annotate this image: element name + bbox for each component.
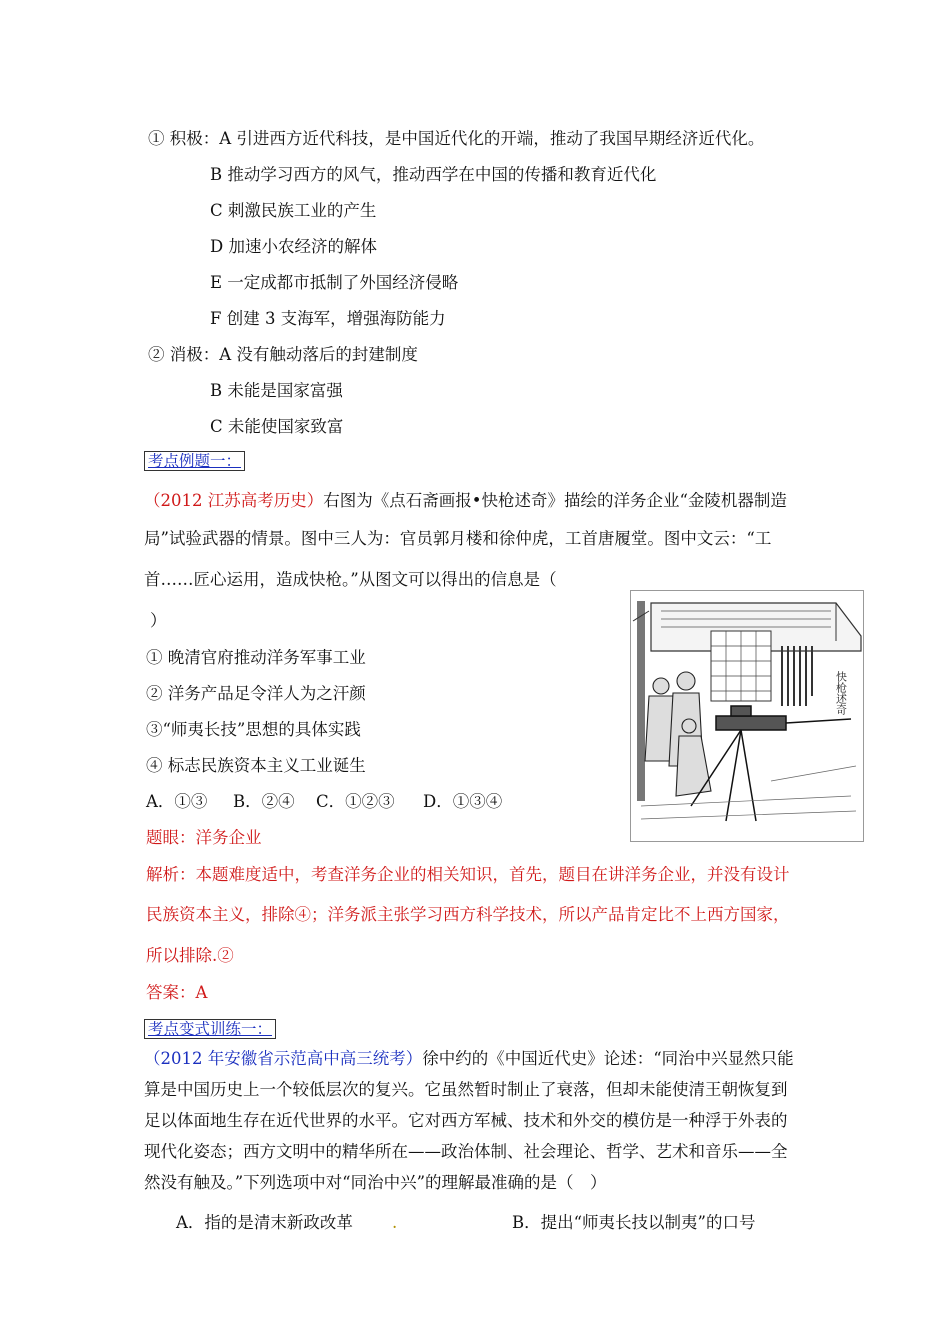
positive-label: ① 积极：: [148, 129, 220, 148]
example-line-3: 首……匠心运用，造成快枪。”从图文可以得出的信息是（: [144, 570, 557, 589]
positive-line-a: [148, 128, 764, 150]
positive-item-e: E 一定成都市抵制了外国经济侵略: [210, 273, 459, 292]
illustration-drawing: [631, 591, 863, 841]
figure-caption: 快枪述奇: [834, 671, 848, 715]
answer: 答案：A: [146, 983, 208, 1002]
example-line-1: [144, 490, 787, 512]
example-text-1: 右图为《点石斋画报•快枪述奇》描绘的洋务企业“金陵机器制造: [323, 491, 787, 510]
stray-dot: .: [392, 1213, 398, 1232]
training-text-1: 徐中约的《中国近代史》论述：“同治中兴显然只能: [422, 1049, 794, 1068]
training-line-1: [144, 1048, 794, 1070]
training-line-2: 算是中国历史上一个较低层次的复兴。它虽然暂时制止了衰落，但却未能使清王朝恢复到: [144, 1080, 788, 1099]
training-option-b: B．提出“师夷长技以制夷”的口号: [512, 1213, 756, 1232]
training-line-5: 然没有触及。”下列选项中对“同治中兴”的理解最准确的是（ ）: [144, 1173, 607, 1192]
example-heading-label: 考点例题一：: [144, 451, 245, 471]
tiyan-keyword: 题眼：洋务企业: [146, 828, 262, 847]
positive-item-c: C 刺激民族工业的产生: [210, 201, 377, 220]
positive-item-a: A 引进西方近代科技，是中国近代化的开端，推动了我国早期经济近代化。: [219, 129, 765, 148]
option-c: C．①②③: [316, 792, 395, 811]
positive-item-b: B 推动学习西方的风气，推动西学在中国的传播和教育近代化: [210, 165, 657, 184]
analysis-line-2: 民族资本主义，排除④；洋务派主张学习西方科学技术，所以产品肯定比不上西方国家，: [146, 905, 790, 924]
negative-line-a: [148, 344, 418, 366]
negative-item-c: C 未能使国家致富: [210, 417, 344, 436]
example-item-3: ③“师夷长技”思想的具体实践: [146, 720, 361, 739]
analysis-line-3: 所以排除.②: [146, 946, 234, 965]
option-a: A．①③: [146, 792, 208, 811]
training-line-4: 现代化姿态；西方文明中的精华所在——政治体制、社会理论、哲学、艺术和音乐——全: [144, 1142, 788, 1161]
example-heading: [144, 450, 245, 472]
training-source: （2012 年安徽省示范高中高三统考）: [144, 1049, 423, 1068]
example-item-4: ④ 标志民族资本主义工业诞生: [146, 756, 366, 775]
analysis-line-1: 解析：本题难度适中，考查洋务企业的相关知识，首先，题目在讲洋务企业，并没有设计: [146, 865, 790, 884]
option-d: D．①③④: [423, 792, 503, 811]
training-line-3: 足以体面地生存在近代世界的水平。它对西方军械、技术和外交的模仿是一种浮于外表的: [144, 1111, 788, 1130]
positive-item-f: F 创建 3 支海军，增强海防能力: [210, 309, 446, 328]
negative-item-a: A 没有触动落后的封建制度: [219, 345, 418, 364]
woodcut-illustration: [630, 590, 864, 842]
positive-item-d: D 加速小农经济的解体: [210, 237, 377, 256]
option-b: B．②④: [233, 792, 295, 811]
example-source: （2012 江苏高考历史）: [144, 491, 324, 510]
example-item-1: ① 晚清官府推动洋务军事工业: [146, 648, 366, 667]
example-options: [146, 791, 502, 813]
example-item-2: ② 洋务产品足令洋人为之汗颜: [146, 684, 366, 703]
training-option-a: A．指的是清末新政改革: [176, 1213, 353, 1232]
example-line-2: 局”试验武器的情景。图中三人为：官员郭月楼和徐仲虎，工首唐履堂。图中文云：“工: [144, 529, 772, 548]
training-heading: [144, 1018, 276, 1040]
example-line-4: ）: [150, 611, 167, 630]
training-heading-label: 考点变式训练一：: [144, 1019, 276, 1039]
negative-item-b: B 未能是国家富强: [210, 381, 343, 400]
negative-label: ② 消极：: [148, 345, 220, 364]
